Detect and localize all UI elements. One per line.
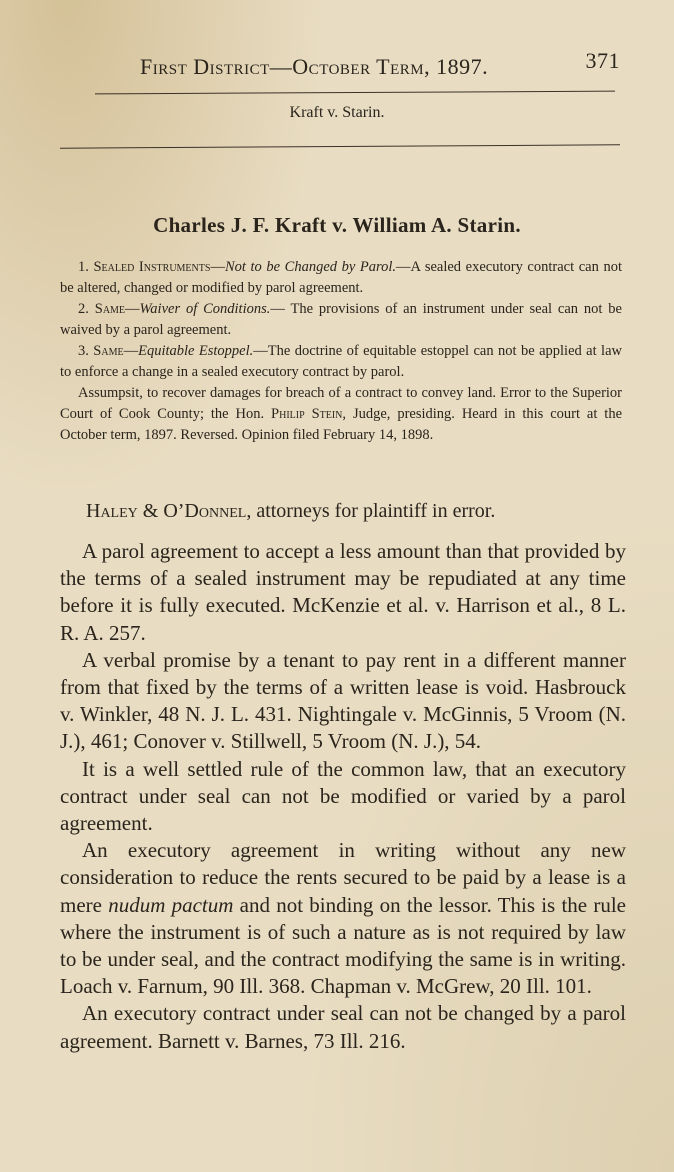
syllabus-number: 2. <box>78 301 89 317</box>
page-number: 371 <box>585 48 620 73</box>
brief-body <box>60 538 626 1055</box>
syllabus-paragraph-3 <box>60 341 622 383</box>
body-text: and not binding on the lessor. This is the rule where the instrument is of such a nature as is not required by law to be under seal, and the contract modifying the same is in writing. Loach v. Farnum, 90 Ill. 368. Chapman v. McGrew, 20 Ill. 101. <box>60 892 626 999</box>
body-paragraph-5: An executory contract under seal can not be changed by a parol agreement. Barnett v. Barnes, 73 Ill. 216. <box>60 1001 626 1053</box>
syllabus <box>60 257 622 446</box>
attorneys-text: , attorneys for plaintiff in error. <box>246 500 496 522</box>
syllabus-subheading: Waiver of Conditions. <box>139 301 271 317</box>
attorneys-line <box>60 500 622 523</box>
syllabus-number: 3. <box>78 343 89 359</box>
syllabus-subheading: Not to be Changed by Parol. <box>224 259 397 275</box>
syllabus-paragraph-1 <box>60 257 622 299</box>
syllabus-heading: Sealed Instruments <box>93 259 211 275</box>
syllabus-text: — The provisions of an instrument under seal can not be waived by a parol agreement. <box>60 301 622 338</box>
syllabus-text: to recover damages for breach of a contract to convey land. Error to the Superior Court of Cook County; the Hon. <box>60 385 622 422</box>
syllabus-heading: Same <box>93 343 124 359</box>
syllabus-dash: — <box>125 301 140 317</box>
syllabus-action: Assumpsit, <box>78 385 143 401</box>
header-title: First District—October Term, 1897. <box>140 54 489 79</box>
syllabus-subheading: Equitable Estoppel. <box>138 343 254 359</box>
case-title: Charles J. F. Kraft v. William A. Starin. <box>153 213 521 237</box>
syllabus-dash: — <box>210 259 225 275</box>
syllabus-heading: Same <box>94 301 126 317</box>
syllabus-text: —A sealed executory contract can not be altered, changed or modified by parol agreement. <box>60 259 622 296</box>
header-rule-lower <box>60 144 620 148</box>
running-head: Kraft v. Starin. <box>289 104 385 121</box>
body-paragraph-2: A verbal promise by a tenant to pay rent in a different manner from that fixed by the terms of a written lease is void. Hasbrouck v. Winkler, 48 N. J. L. 431. Nightingale v. McGinnis, 5 Vroom (N. J.), 461; Conover v. Stillwell, 5 Vroom (N. J.), 54. <box>60 647 626 754</box>
body-text: An executory agreement in writing without any new consideration to reduce the rents secured to be paid by a lease is a mere <box>60 838 626 917</box>
syllabus-dash: — <box>123 343 139 359</box>
judge-name: Philip Stein <box>271 406 343 422</box>
body-paragraph-1: A parol agreement to accept a less amount than that provided by the terms of a sealed instrument may be repudiated at any time before it is fully executed. McKenzie et al. v. Harrison et al., 8 L. R. A. 257. <box>60 539 626 645</box>
body-paragraph-4 <box>60 837 626 1000</box>
syllabus-paragraph-2 <box>60 299 622 341</box>
syllabus-paragraph-4 <box>60 383 622 446</box>
attorney-names: Haley & O’Donnel <box>86 500 247 522</box>
syllabus-number: 1. <box>78 259 89 275</box>
header-rule-upper <box>95 91 615 95</box>
latin-term: nudum pactum <box>108 892 234 917</box>
syllabus-text: —The doctrine of equitable estoppel can not be applied at law to enforce a change in a sealed executory contract by parol. <box>60 343 622 380</box>
body-paragraph-3: It is a well settled rule of the common law, that an executory contract under seal can not be modified or varied by a parol agreement. <box>60 756 626 836</box>
syllabus-text: , Judge, presiding. Heard in this court at the October term, 1897. Reversed. Opinion filed February 14, 1898. <box>60 406 623 443</box>
